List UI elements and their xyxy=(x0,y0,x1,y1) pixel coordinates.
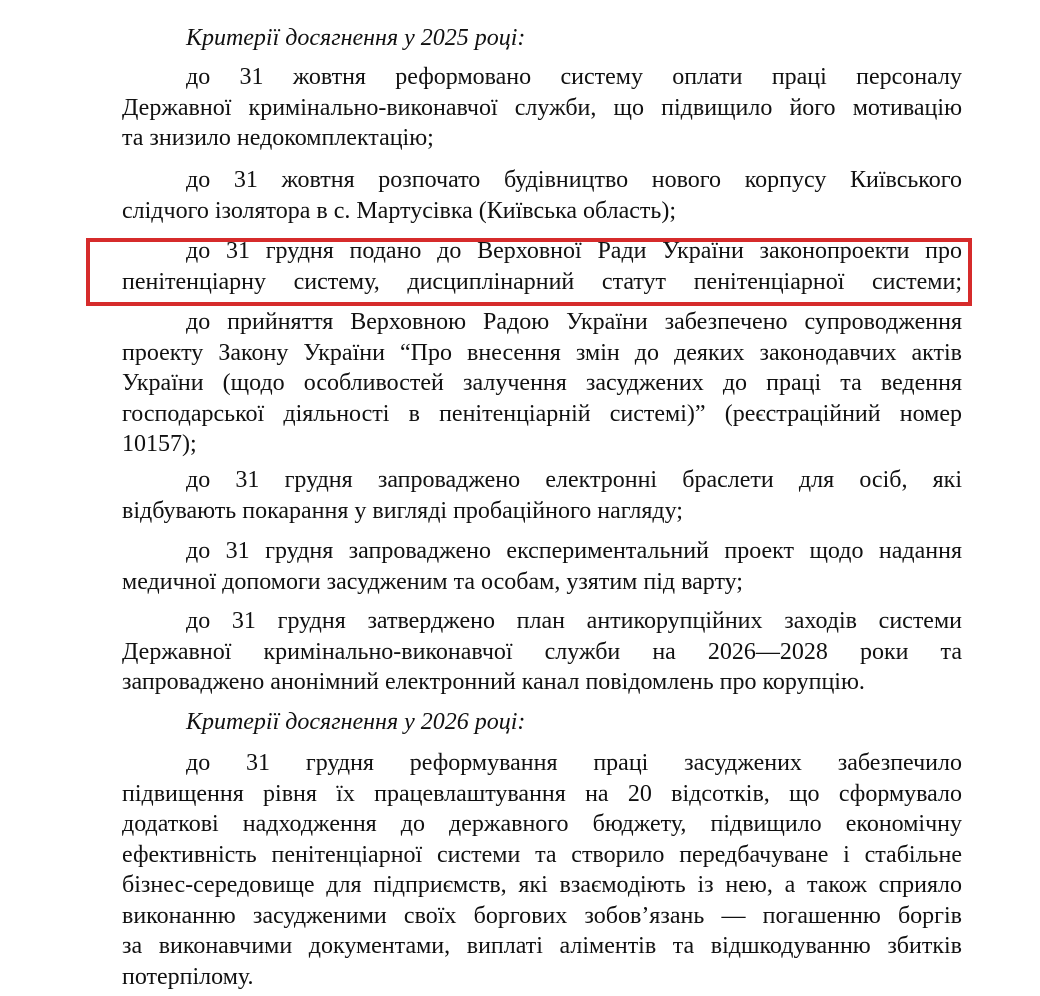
paragraph-line: виконанню засудженими своїх боргових зобов’язань — погашенню боргів xyxy=(122,902,962,929)
paragraph-line: 10157); xyxy=(122,431,197,457)
paragraph-line: бізнес-середовище для підприємств, які взаємодіють із нею, а також сприяло xyxy=(122,872,962,898)
criterion-paragraph-highlighted xyxy=(122,236,962,297)
paragraph-line: до 31 грудня запроваджено електронні браслети для осіб, які xyxy=(186,467,962,493)
paragraph-line: потерпілому. xyxy=(122,963,254,990)
paragraph-line: ефективність пенітенціарної системи та створило передбачуване і стабільне xyxy=(122,841,962,868)
section-heading-2026: Критерії досягнення у 2026 році: xyxy=(186,709,526,735)
paragraph-line: до 31 грудня затверджено план антикорупційних заходів системи xyxy=(186,608,962,634)
paragraph-line: додаткові надходження до державного бюджету, підвищило економічну xyxy=(122,811,962,837)
section-heading-2025: Критерії досягнення у 2025 році: xyxy=(186,25,526,51)
paragraph-line: до 31 грудня запроваджено експериментальний проект щодо надання xyxy=(186,538,962,564)
paragraph-line: підвищення рівня їх працевлаштування на 20 відсотків, що сформувало xyxy=(122,780,962,807)
criterion-paragraph xyxy=(122,62,962,154)
paragraph-line: за виконавчими документами, виплаті аліментів та відшкодуванню збитків xyxy=(122,933,962,959)
paragraph-line: запроваджено анонімний електронний канал повідомлень про корупцію. xyxy=(122,669,865,695)
criterion-paragraph xyxy=(122,748,962,992)
paragraph-line: до 31 жовтня реформовано систему оплати праці персоналу xyxy=(186,64,962,90)
criterion-paragraph xyxy=(122,307,962,460)
criterion-paragraph xyxy=(122,165,962,226)
paragraph-line: проекту Закону України “Про внесення змін до деяких законодавчих актів xyxy=(122,339,962,366)
paragraph-line: України (щодо особливостей залучення засуджених до праці та ведення xyxy=(122,370,962,396)
paragraph-line: та знизило недокомплектацію; xyxy=(122,125,434,151)
paragraph-line: Державної кримінально-виконавчої служби, що підвищило його мотивацію xyxy=(122,94,962,121)
paragraph-line: відбувають покарання у вигляді пробаційного нагляду; xyxy=(122,497,683,524)
paragraph-line: Державної кримінально-виконавчої служби на 2026—2028 роки та xyxy=(122,638,962,665)
criterion-paragraph xyxy=(122,606,962,698)
paragraph-line: до 31 грудня реформування праці засуджених забезпечило xyxy=(186,750,962,776)
criterion-paragraph xyxy=(122,536,962,597)
paragraph-line: до 31 жовтня розпочато будівництво нового корпусу Київського xyxy=(186,167,962,193)
paragraph-line: пенітенціарну систему, дисциплінарний статут пенітенціарної системи; xyxy=(122,268,962,295)
paragraph-line: до прийняття Верховною Радою України забезпечено супроводження xyxy=(186,309,962,335)
paragraph-line: медичної допомоги засудженим та особам, узятим під варту; xyxy=(122,568,743,595)
paragraph-line: слідчого ізолятора в с. Мартусівка (Київська область); xyxy=(122,197,677,224)
criterion-paragraph xyxy=(122,465,962,526)
paragraph-line: до 31 грудня подано до Верховної Ради України законопроекти про xyxy=(186,238,962,264)
paragraph-line: господарської діяльності в пенітенціарній системі)” (реєстраційний номер xyxy=(122,400,962,427)
